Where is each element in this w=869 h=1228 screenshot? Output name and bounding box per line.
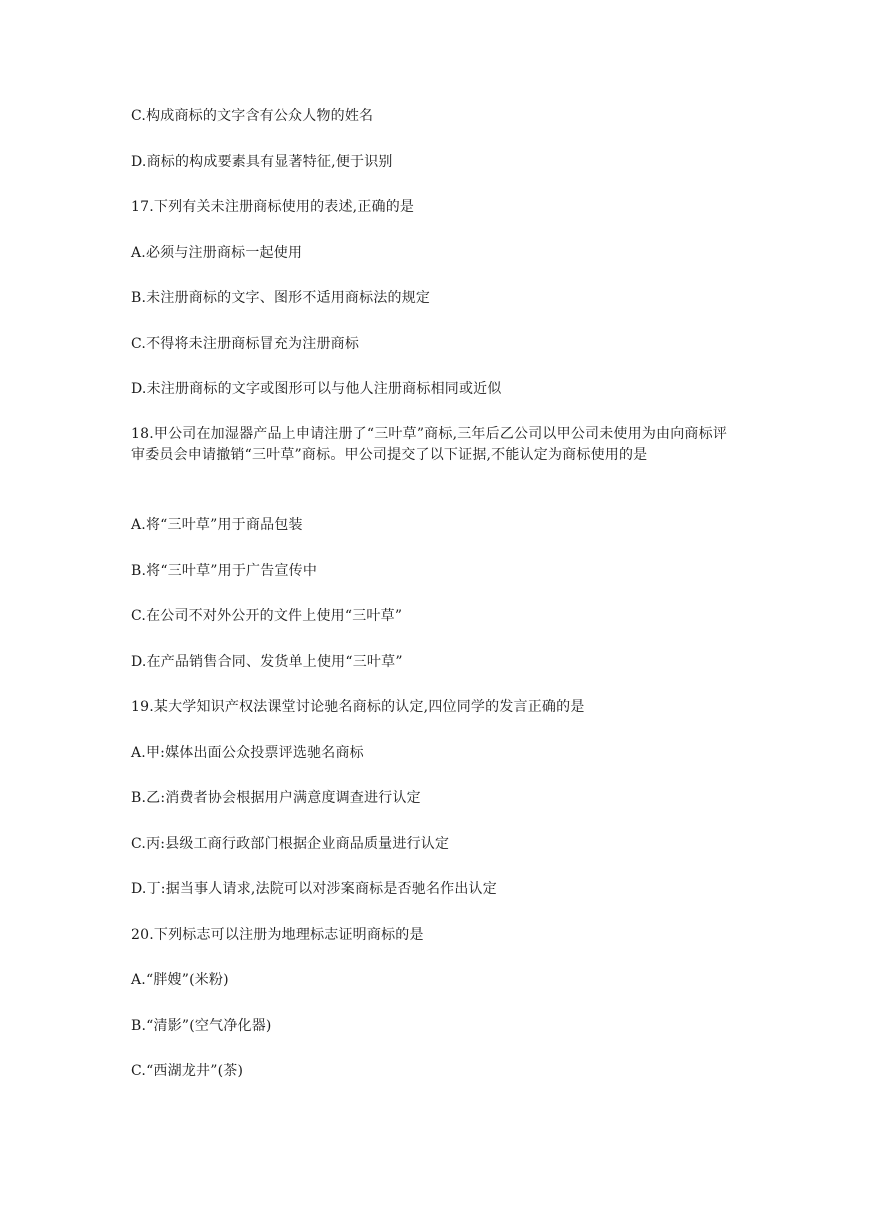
option-18a: A.将“三叶草”用于商品包装 — [131, 517, 303, 533]
option-18c: C.在公司不对外公开的文件上使用“三叶草” — [131, 608, 403, 624]
option-16d: D.商标的构成要素具有显著特征,便于识别 — [131, 154, 393, 170]
option-19a: A.甲:媒体出面公众投票评选驰名商标 — [131, 745, 364, 761]
option-16c: C.构成商标的文字含有公众人物的姓名 — [131, 108, 374, 124]
option-19b: B.乙:消费者协会根据用户满意度调查进行认定 — [131, 790, 421, 806]
option-19d: D.丁:据当事人请求,法院可以对涉案商标是否驰名作出认定 — [131, 881, 497, 897]
option-20c: C.“西湖龙井”(茶) — [131, 1063, 244, 1079]
option-18b: B.将“三叶草”用于广告宣传中 — [131, 563, 318, 579]
option-17b: B.未注册商标的文字、图形不适用商标法的规定 — [131, 290, 431, 306]
question-18: 18.甲公司在加湿器产品上申请注册了“三叶草”商标,三年后乙公司以甲公司未使用为由向商标评审委员会申请撤销“三叶草”商标。甲公司提交了以下证据,不能认定为商标使用的是 — [131, 426, 728, 463]
option-17a: A.必须与注册商标一起使用 — [131, 245, 303, 261]
question-17: 17.下列有关未注册商标使用的表述,正确的是 — [131, 199, 415, 215]
option-17c: C.不得将未注册商标冒充为注册商标 — [131, 336, 360, 352]
option-18d: D.在产品销售合同、发货单上使用“三叶草” — [131, 654, 403, 670]
option-20b: B.“清影”(空气净化器) — [131, 1018, 272, 1034]
question-19: 19.某大学知识产权法课堂讨论驰名商标的认定,四位同学的发言正确的是 — [131, 699, 585, 715]
option-17d: D.未注册商标的文字或图形可以与他人注册商标相同或近似 — [131, 381, 502, 397]
question-20: 20.下列标志可以注册为地理标志证明商标的是 — [131, 927, 424, 943]
option-19c: C.丙:县级工商行政部门根据企业商品质量进行认定 — [131, 836, 450, 852]
option-20a: A.“胖嫂”(米粉) — [131, 972, 229, 988]
